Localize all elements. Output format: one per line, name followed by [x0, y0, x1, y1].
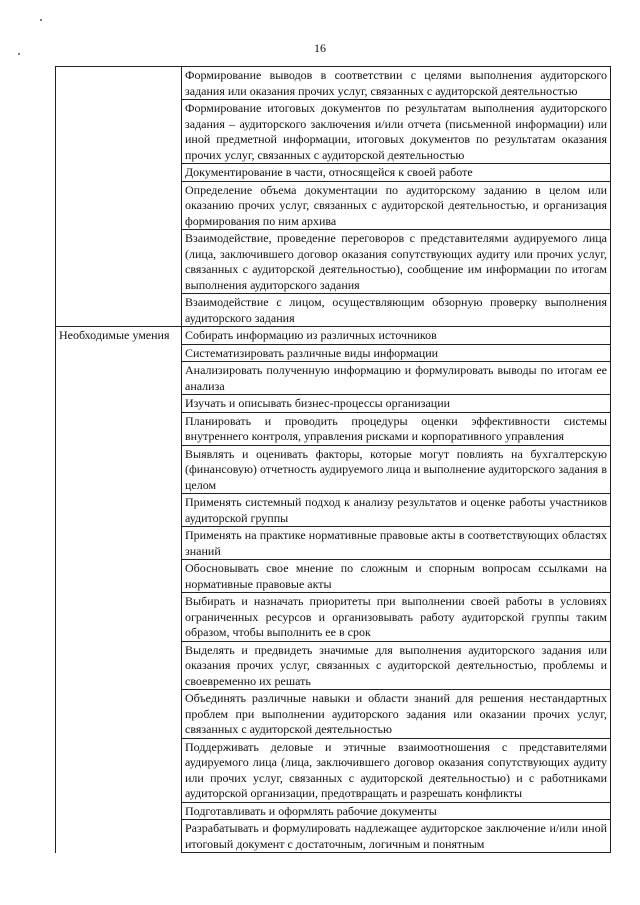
requirement-item: Определение объема документации по аудиторскому заданию в целом или оказанию прочих услуг, связанных с аудиторской деятельностью, и организация формирования по ним архива	[182, 181, 611, 230]
requirement-item: Выявлять и оценивать факторы, которые могут повлиять на бухгалтерскую (финансовую) отчетность аудируемого лица и выполнение аудиторского задания в целом	[182, 445, 611, 494]
competency-table	[55, 66, 611, 853]
requirement-item: Разрабатывать и формулировать надлежащее аудиторское заключение и/или иной итоговый документ с достаточным, логичным и понятным	[182, 820, 611, 853]
requirement-item: Поддерживать деловые и этичные взаимоотношения с представителями аудируемого лица (лица, заключившего договор оказания сопутствующих аудиту или прочих услуг, связанных с аудиторской деятельностью) и с работниками аудиторской организации, предотвращать и разрешать конфликты	[182, 738, 611, 802]
requirement-item: Изучать и описывать бизнес-процессы организации	[182, 395, 611, 413]
requirement-item: Собирать информацию из различных источников	[182, 327, 611, 345]
requirement-item: Планировать и проводить процедуры оценки эффективности системы внутреннего контроля, управления рисками и корпоративного управления	[182, 412, 611, 445]
requirement-item: Взаимодействие, проведение переговоров с представителями аудируемого лица (лица, заключившего договор оказания сопутствующих аудиту или прочих услуг, связанных с аудиторской деятельностью), сообщение им информации по итогам выполнения аудиторского задания	[182, 230, 611, 294]
section-label	[56, 67, 182, 327]
requirement-item: Анализировать полученную информацию и формулировать выводы по итогам ее анализа	[182, 362, 611, 395]
requirement-item: Взаимодействие с лицом, осуществляющим обзорную проверку выполнения аудиторского задания	[182, 294, 611, 327]
page-number: 16	[314, 41, 326, 55]
requirement-item: Выбирать и назначать приоритеты при выполнении своей работы в условиях ограниченных ресурсов и организовывать работу аудиторской группы таким образом, чтобы выполнить ее в срок	[182, 593, 611, 642]
requirement-item: Применять системный подход к анализу результатов и оценке работы участников аудиторской группы	[182, 494, 611, 527]
requirement-item: Выделять и предвидеть значимые для выполнения аудиторского задания или оказания прочих услуг, связанных с аудиторской деятельностью, проблемы и своевременно их решать	[182, 641, 611, 690]
requirement-item: Формирование итоговых документов по результатам выполнения аудиторского задания – аудиторского заключения и/или отчета (письменной информации) или иной предметной информации, итоговых документов по результатам оказания прочих услуг, связанных с аудиторской деятельностью	[182, 100, 611, 164]
requirement-item: Обосновывать свое мнение по сложным и спорным вопросам ссылками на нормативные правовые акты	[182, 560, 611, 593]
requirement-item: Подготавливать и оформлять рабочие документы	[182, 802, 611, 820]
requirement-item: Документирование в части, относящейся к своей работе	[182, 164, 611, 182]
table-row	[56, 327, 611, 345]
requirement-item: Применять на практике нормативные правовые акты в соответствующих областях знаний	[182, 527, 611, 560]
requirement-item: Формирование выводов в соответствии с целями выполнения аудиторского задания или оказания прочих услуг, связанных с аудиторской деятельностью	[182, 67, 611, 100]
requirement-item: Систематизировать различные виды информации	[182, 344, 611, 362]
scan-speck	[40, 19, 42, 21]
table-row	[56, 67, 611, 100]
requirement-item: Объединять различные навыки и области знаний для решения нестандартных проблем при выполнении аудиторского задания или оказании прочих услуг, связанных с аудиторской деятельностью	[182, 690, 611, 739]
section-label: Необходимые умения	[56, 327, 182, 853]
